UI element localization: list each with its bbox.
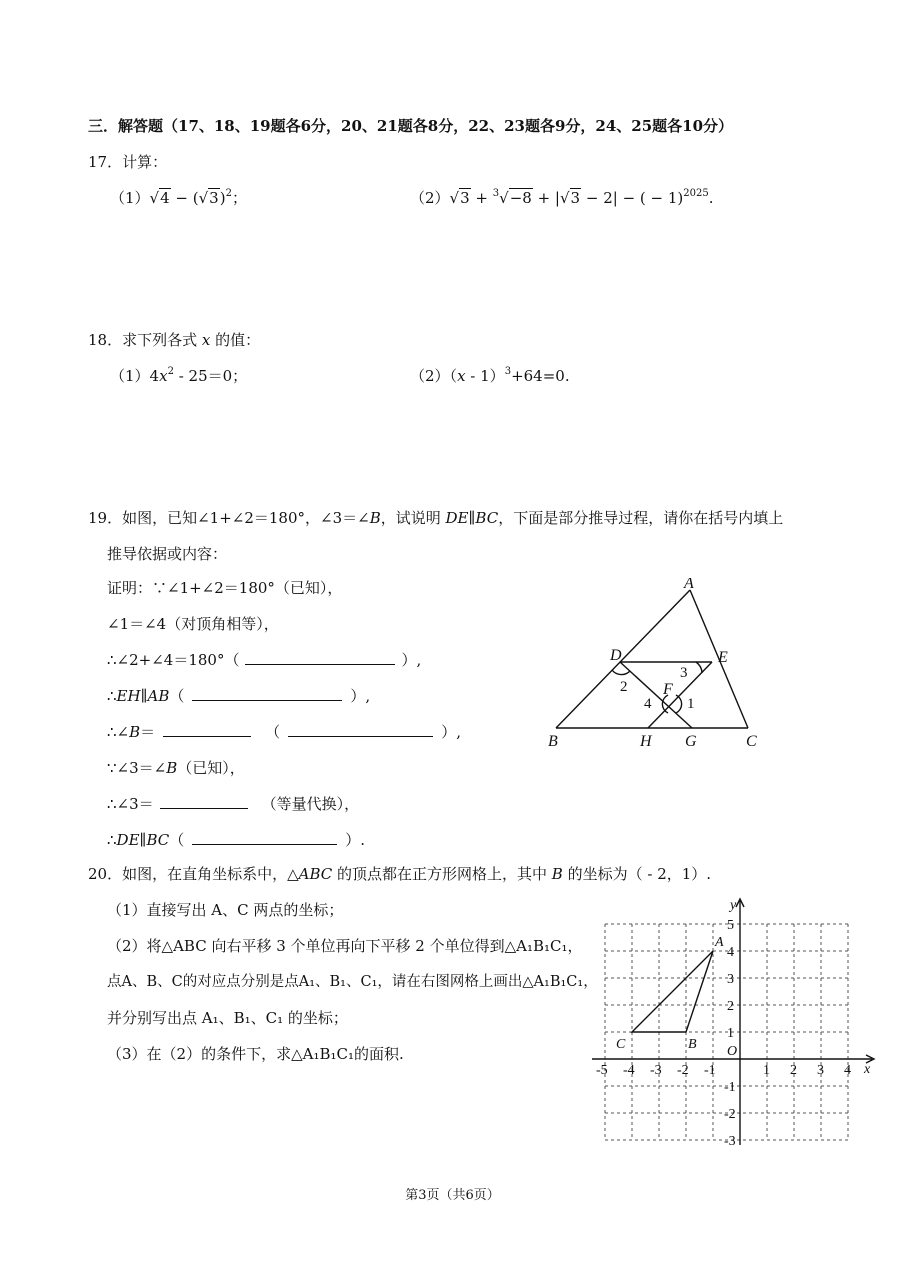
angle-1-label: 1 (687, 696, 695, 712)
q17-part1-label: （1） (110, 189, 150, 207)
q18-part2-rest: +64=0. (511, 367, 570, 385)
triangle-abc (632, 951, 713, 1032)
proof-line-5-it: B (129, 723, 141, 741)
q17-part1-tail: ； (231, 189, 247, 207)
q17-part2-label: （2） (410, 189, 450, 207)
coordinate-grid[interactable] (590, 895, 880, 1155)
proof-line-3 (107, 650, 421, 670)
q20-text-c: 的顶点都在正方形网格上，其中 (332, 865, 552, 883)
triangle-figure (540, 578, 770, 753)
q18-part1 (110, 366, 247, 386)
x-tick-label: 1 (763, 1063, 770, 1078)
q18-stem-text: 18．求下列各式 (88, 331, 202, 349)
q18-part1-rest: - 25＝0； (173, 367, 248, 385)
q18-part2-var: x (457, 367, 466, 385)
angle-3-arc (696, 662, 702, 673)
q17-part2-tail: . (708, 189, 714, 207)
q20-text-b: ABC (298, 865, 333, 883)
proof-line-5-pre: ∴∠ (107, 723, 130, 741)
q17-stem: 17．计算： (88, 153, 168, 171)
y-tick-label: 1 (727, 1026, 734, 1041)
point-label-c: C (616, 1037, 626, 1052)
proof-line-5-eq: ＝ (140, 723, 156, 741)
point-label-a: A (715, 935, 724, 950)
proof-line-8-open: （ (169, 831, 185, 849)
label-b: B (548, 733, 558, 750)
proof-blank-3[interactable] (163, 722, 251, 737)
label-d: D (610, 647, 622, 664)
q18-part2 (410, 366, 570, 386)
proof-line-4-close: ）, (350, 687, 371, 705)
proof-line-8 (107, 830, 365, 850)
y-tick-label: 3 (727, 972, 734, 987)
y-tick-label: 5 (727, 918, 734, 933)
q20-text-d: B (551, 865, 563, 883)
label-h: H (640, 733, 652, 750)
q18-part1-label: （1） (110, 367, 150, 385)
angle-2-arc (612, 670, 630, 675)
proof-blank-1[interactable] (245, 650, 395, 665)
point-label-b: B (688, 1037, 697, 1052)
x-tick-label: -1 (704, 1063, 716, 1078)
q18-part1-coef: 4 (149, 367, 160, 385)
q19-stem-line1 (88, 508, 783, 528)
y-tick-label: 2 (727, 999, 734, 1014)
q18-stem-text-end: 的值： (210, 331, 261, 349)
y-axis-label: y (730, 898, 737, 913)
q18-part2-label: （2） (410, 367, 450, 385)
q19-text-b: B (369, 509, 381, 527)
q20-part2-line2: 点A、B、C的对应点分别是点A₁、B₁、C₁，请在右图网格上画出△A₁B₁C₁， (107, 974, 598, 990)
q20-text-e: 的坐标为（ - 2，1）. (562, 865, 712, 883)
proof-line-1: 证明：∵∠1+∠2＝180°（已知）， (107, 579, 343, 597)
q18-part2-open: （ (449, 367, 458, 385)
y-tick-label: -3 (724, 1134, 736, 1149)
q19-text-a: 19．如图，已知∠1+∠2＝180°，∠3＝∠ (88, 509, 370, 527)
origin-label: O (727, 1044, 738, 1059)
q19-text-d: DE∥BC (445, 509, 499, 527)
proof-blank-4[interactable] (288, 722, 433, 737)
x-axis-label: x (864, 1062, 871, 1077)
q18-part2-mid: - 1） (465, 367, 505, 385)
proof-line-4 (107, 686, 370, 706)
x-tick-label: -4 (623, 1063, 635, 1078)
y-tick-label: -2 (724, 1107, 736, 1122)
angle-4-label: 4 (644, 696, 652, 712)
y-tick-label: -1 (724, 1080, 736, 1095)
section-heading: 三．解答题（17、18、19题各6分，20、21题各8分，22、23题各9分，24、25题各10分） (88, 117, 734, 135)
label-a: A (684, 578, 694, 592)
proof-blank-5[interactable] (160, 794, 248, 809)
x-tick-label: -2 (677, 1063, 689, 1078)
x-tick-label: 3 (817, 1063, 824, 1078)
q20-part2-line3: 并分别写出点 A₁、B₁、C₁ 的坐标； (107, 1009, 348, 1027)
q17-part1 (110, 188, 247, 208)
label-c: C (746, 733, 757, 750)
q17-part1-formula: $√4 - (√3)^2$ (149, 188, 232, 207)
angle-2-label: 2 (620, 679, 628, 695)
proof-line-7-post: （等量代换）， (261, 795, 360, 813)
q18-part2-exp: 3 (504, 366, 512, 377)
page-footer: 第3页（共6页） (405, 1188, 500, 1203)
q20-stem (88, 864, 711, 884)
q17-part2 (410, 188, 714, 208)
proof-line-8-pre: ∴ (107, 831, 117, 849)
proof-line-3-text: ∴∠2+∠4＝180°（ (107, 651, 240, 669)
x-tick-label: -5 (596, 1063, 608, 1078)
proof-line-4-open: （ (169, 687, 185, 705)
y-tick-label: 4 (727, 945, 734, 960)
q18-part1-exp: 2 (167, 366, 174, 377)
q18-stem (88, 330, 260, 350)
q19-stem-line2: 推导依据或内容： (107, 545, 228, 563)
x-tick-label: 4 (844, 1063, 851, 1078)
proof-line-4-pre: ∴ (107, 687, 117, 705)
q20-part1: （1）直接写出 A、C 两点的坐标； (107, 901, 344, 919)
x-tick-label: 2 (790, 1063, 797, 1078)
proof-line-8-it: DE∥BC (116, 831, 170, 849)
proof-line-2: ∠1＝∠4（对顶角相等）， (107, 615, 279, 633)
proof-line-7-pre: ∴∠3＝ (107, 795, 154, 813)
q20-text-a: 20．如图，在直角坐标系中，△ (88, 865, 299, 883)
proof-line-4-it: EH∥AB (116, 687, 170, 705)
proof-line-5-open: （ (265, 723, 281, 741)
proof-line-6-post: （已知）， (177, 759, 245, 777)
proof-blank-2[interactable] (192, 686, 342, 701)
label-g: G (685, 733, 697, 750)
q19-text-e: ，下面是部分推导过程，请你在括号内填上 (498, 509, 784, 527)
proof-line-5-close: ）, (441, 723, 461, 741)
q20-part2-line1: （2）将△ABC 向右平移 3 个单位再向下平移 2 个单位得到△A₁B₁C₁， (107, 937, 583, 955)
x-tick-label: -3 (650, 1063, 662, 1078)
q18-part1-var: x (159, 367, 168, 385)
proof-line-3-close: ）, (401, 651, 422, 669)
q18-stem-var: x (201, 331, 211, 349)
label-f: F (663, 681, 673, 698)
proof-line-5 (107, 722, 461, 742)
proof-line-6-pre: ∵∠3＝∠ (107, 759, 167, 777)
q20-part3: （3）在（2）的条件下，求△A₁B₁C₁的面积. (107, 1045, 404, 1063)
proof-line-6-it: B (166, 759, 178, 777)
label-e: E (718, 649, 728, 666)
proof-line-7 (107, 794, 359, 814)
proof-line-6 (107, 758, 245, 778)
proof-blank-6[interactable] (192, 830, 337, 845)
angle-3-label: 3 (680, 665, 688, 681)
proof-line-8-close: ）. (345, 831, 366, 849)
q19-text-c: ，试说明 (380, 509, 446, 527)
q17-part2-formula: √3 + $^3$√−8 + |√3 − 2| − ( − 1)$^{2025}$ (449, 188, 709, 207)
